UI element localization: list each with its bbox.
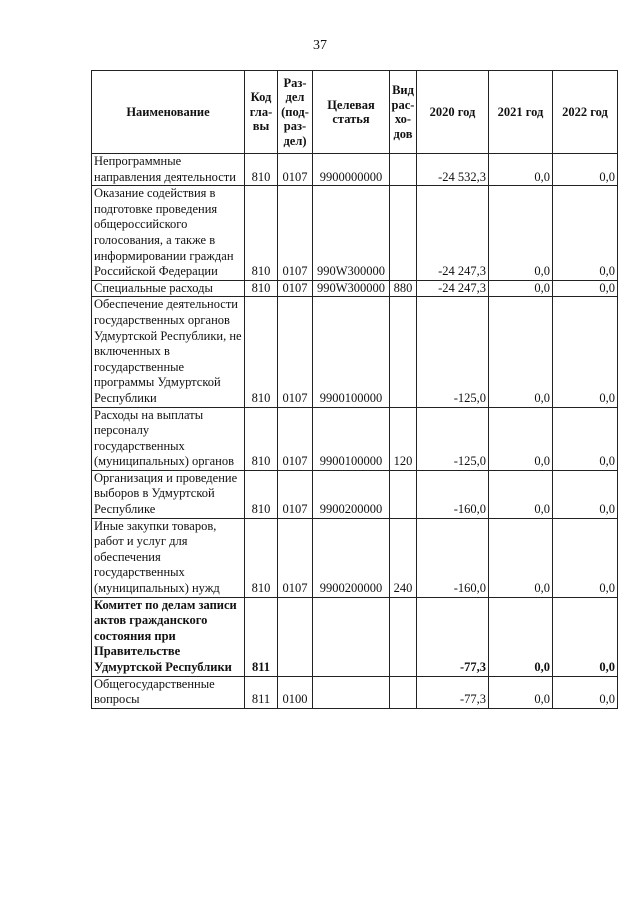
table-row	[92, 470, 618, 518]
page-number: 37	[313, 38, 327, 53]
row-2021: 0,0	[489, 154, 553, 186]
header-name: Наименование	[92, 71, 245, 154]
table-row	[92, 407, 618, 470]
row-2020: -160,0	[417, 470, 489, 518]
row-2020: -24 532,3	[417, 154, 489, 186]
row-code: 810	[245, 470, 278, 518]
row-2020: -77,3	[417, 676, 489, 708]
row-code: 810	[245, 186, 278, 281]
row-2020: -125,0	[417, 297, 489, 407]
row-2020: -125,0	[417, 407, 489, 470]
row-2022: 0,0	[553, 407, 618, 470]
table-row	[92, 297, 618, 407]
row-target: 9900000000	[313, 154, 390, 186]
row-section: 0107	[278, 280, 313, 297]
row-2022: 0,0	[553, 297, 618, 407]
row-2022: 0,0	[553, 597, 618, 676]
row-2020: -160,0	[417, 518, 489, 597]
row-expense	[390, 297, 417, 407]
row-code: 810	[245, 280, 278, 297]
table-row	[92, 518, 618, 597]
row-2021: 0,0	[489, 676, 553, 708]
header-2022: 2022 год	[553, 71, 618, 154]
header-2021: 2021 год	[489, 71, 553, 154]
row-target	[313, 597, 390, 676]
row-name: Организация и проведение выборов в Удмуртской Республике	[92, 470, 245, 518]
row-name: Общегосударственные вопросы	[92, 676, 245, 708]
row-target: 990W300000	[313, 280, 390, 297]
header-2020: 2020 год	[417, 71, 489, 154]
header-section: Раз- дел (под- раз- дел)	[278, 71, 313, 154]
table-row	[92, 280, 618, 297]
row-name: Оказание содействия в подготовке проведения общероссийского голосования, а также в информировании граждан Российской Федерации	[92, 186, 245, 281]
table-row	[92, 676, 618, 708]
row-2021: 0,0	[489, 297, 553, 407]
row-2022: 0,0	[553, 154, 618, 186]
row-code: 810	[245, 297, 278, 407]
row-section: 0107	[278, 407, 313, 470]
row-expense	[390, 470, 417, 518]
row-2022: 0,0	[553, 470, 618, 518]
row-expense	[390, 597, 417, 676]
budget-table	[91, 70, 618, 709]
row-2022: 0,0	[553, 518, 618, 597]
row-code: 811	[245, 597, 278, 676]
row-section: 0107	[278, 518, 313, 597]
row-target: 990W300000	[313, 186, 390, 281]
row-2022: 0,0	[553, 280, 618, 297]
row-2021: 0,0	[489, 518, 553, 597]
row-target	[313, 676, 390, 708]
row-code: 810	[245, 154, 278, 186]
row-name: Специальные расходы	[92, 280, 245, 297]
row-section: 0107	[278, 186, 313, 281]
row-section: 0100	[278, 676, 313, 708]
table-row	[92, 186, 618, 281]
header-expense: Вид рас- хо- дов	[390, 71, 417, 154]
header-target: Целевая статья	[313, 71, 390, 154]
row-2021: 0,0	[489, 470, 553, 518]
row-section: 0107	[278, 470, 313, 518]
row-target: 9900100000	[313, 297, 390, 407]
row-2021: 0,0	[489, 407, 553, 470]
row-2020: -77,3	[417, 597, 489, 676]
row-section: 0107	[278, 297, 313, 407]
row-name: Комитет по делам записи актов гражданского состояния при Правительстве Удмуртской Республики	[92, 597, 245, 676]
row-code: 810	[245, 407, 278, 470]
row-expense: 120	[390, 407, 417, 470]
row-section: 0107	[278, 154, 313, 186]
row-2020: -24 247,3	[417, 186, 489, 281]
row-name: Непрограммные направления деятельности	[92, 154, 245, 186]
row-section	[278, 597, 313, 676]
row-2021: 0,0	[489, 280, 553, 297]
row-target: 9900100000	[313, 407, 390, 470]
row-name: Обеспечение деятельности государственных органов Удмуртской Республики, не включенных в государственные программы Удмуртской Республики	[92, 297, 245, 407]
row-2020: -24 247,3	[417, 280, 489, 297]
row-target: 9900200000	[313, 470, 390, 518]
header-code: Код гла- вы	[245, 71, 278, 154]
row-expense: 240	[390, 518, 417, 597]
row-expense	[390, 676, 417, 708]
row-name: Иные закупки товаров, работ и услуг для обеспечения государственных (муниципальных) нужд	[92, 518, 245, 597]
row-2021: 0,0	[489, 186, 553, 281]
row-2021: 0,0	[489, 597, 553, 676]
row-code: 810	[245, 518, 278, 597]
row-2022: 0,0	[553, 676, 618, 708]
row-expense: 880	[390, 280, 417, 297]
row-expense	[390, 154, 417, 186]
row-expense	[390, 186, 417, 281]
table-row	[92, 597, 618, 676]
table-row	[92, 154, 618, 186]
row-target: 9900200000	[313, 518, 390, 597]
row-name: Расходы на выплаты персоналу государственных (муниципальных) органов	[92, 407, 245, 470]
row-2022: 0,0	[553, 186, 618, 281]
table-header-row	[92, 71, 618, 154]
row-code: 811	[245, 676, 278, 708]
